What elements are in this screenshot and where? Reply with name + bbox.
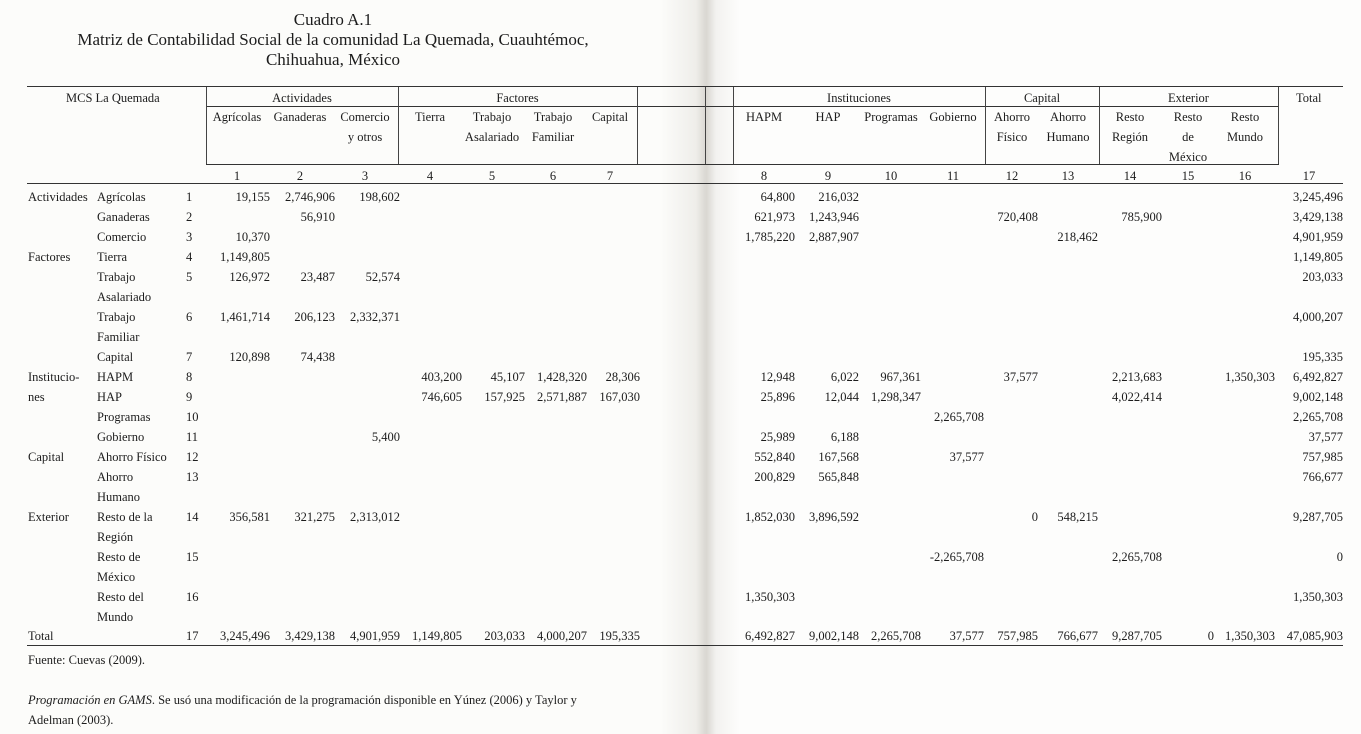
cell-r17-c3: 4,901,959 — [350, 629, 400, 643]
row-label-12: Ahorro Físico — [97, 450, 167, 464]
cell-r8-c8: 12,948 — [760, 370, 795, 384]
cell-r11-c8: 25,989 — [760, 430, 795, 444]
cell-r8-c17: 6,492,827 — [1293, 370, 1343, 384]
group-header-1: Factores — [496, 91, 539, 105]
row-number-15: 15 — [186, 550, 199, 564]
column-header-16-line0: Resto — [1230, 110, 1260, 124]
column-header-14-line0: Resto — [1115, 110, 1145, 124]
cell-r6-c17: 4,000,207 — [1293, 310, 1343, 324]
cell-r17-c9: 9,002,148 — [809, 629, 859, 643]
row-number-1: 1 — [186, 190, 193, 204]
row-group-9: nes — [28, 390, 45, 404]
cell-r6-c2: 206,123 — [294, 310, 335, 324]
cell-r9-c6: 2,571,887 — [537, 390, 587, 404]
cell-r17-c12: 757,985 — [997, 629, 1038, 643]
cell-r17-c2: 3,429,138 — [285, 629, 335, 643]
cell-r17-c16: 1,350,303 — [1225, 629, 1275, 643]
column-header-10-line0: Programas — [864, 110, 918, 124]
row-number-4: 4 — [186, 250, 193, 264]
column-number-2: 2 — [296, 169, 304, 183]
cell-r8-c6: 1,428,320 — [537, 370, 587, 384]
cell-r2-c2: 56,910 — [300, 210, 335, 224]
cell-r7-c2: 74,438 — [300, 350, 335, 364]
cell-r13-c9: 565,848 — [818, 470, 859, 484]
row-number-9: 9 — [186, 390, 193, 404]
cell-r8-c16: 1,350,303 — [1225, 370, 1275, 384]
column-number-12: 12 — [1005, 169, 1019, 183]
row-label-9: HAP — [97, 390, 123, 404]
group-header-0: Actividades — [272, 91, 332, 105]
cell-r8-c7: 28,306 — [605, 370, 640, 384]
row-group-17: Total — [28, 629, 54, 643]
row-group-14: Exterior — [28, 510, 69, 524]
cell-r3-c17: 4,901,959 — [1293, 230, 1343, 244]
cell-r1-c8: 64,800 — [760, 190, 795, 204]
column-header-13-line1: Humano — [1046, 130, 1090, 144]
cell-r3-c1: 10,370 — [235, 230, 270, 244]
cell-r2-c8: 621,973 — [754, 210, 795, 224]
column-header-3-line1: y otros — [347, 130, 383, 144]
cell-r3-c9: 2,887,907 — [809, 230, 859, 244]
cell-r15-c11: -2,265,708 — [929, 550, 984, 564]
row-group-4: Factores — [28, 250, 71, 264]
row-label2-15: México — [97, 570, 136, 584]
column-number-5: 5 — [488, 169, 496, 183]
cell-r10-c17: 2,265,708 — [1293, 410, 1343, 424]
row-label-4: Tierra — [97, 250, 128, 264]
row-label-13: Ahorro — [97, 470, 134, 484]
corner-label: MCS La Quemada — [66, 91, 160, 105]
column-number-9: 9 — [824, 169, 832, 183]
table-title-line2: Chihuahua, México — [265, 50, 401, 69]
cell-r9-c9: 12,044 — [824, 390, 859, 404]
cell-r11-c3: 5,400 — [371, 430, 400, 444]
programming-note-italic: Programación en GAMS — [28, 693, 152, 707]
row-label-10: Programas — [97, 410, 151, 424]
cell-r8-c12: 37,577 — [1003, 370, 1038, 384]
column-number-8: 8 — [760, 169, 768, 183]
cell-r1-c1: 19,155 — [235, 190, 270, 204]
programming-note-line2: Adelman (2003). — [28, 713, 114, 727]
row-number-13: 13 — [186, 470, 199, 484]
column-header-12-line0: Ahorro — [993, 110, 1031, 124]
cell-r2-c17: 3,429,138 — [1293, 210, 1343, 224]
cell-r14-c17: 9,287,705 — [1293, 510, 1343, 524]
column-header-3-line0: Comercio — [340, 110, 390, 124]
row-number-11: 11 — [186, 430, 199, 444]
cell-r14-c13: 548,215 — [1057, 510, 1098, 524]
cell-r16-c8: 1,350,303 — [745, 590, 795, 604]
column-number-15: 15 — [1181, 169, 1195, 183]
header-separator-6 — [1278, 87, 1279, 164]
row-group-8: Institucio- — [28, 370, 80, 384]
row-label-16: Resto del — [97, 590, 144, 604]
column-number-16: 16 — [1238, 169, 1252, 183]
row-label-5: Trabajo — [97, 270, 136, 284]
group-underline — [206, 106, 1279, 107]
row-label-1: Agrícolas — [97, 190, 146, 204]
cell-r15-c17: 0 — [1336, 550, 1343, 564]
row-number-14: 14 — [186, 510, 199, 524]
column-header-15-line1: de — [1182, 130, 1194, 144]
cell-r3-c13: 218,462 — [1057, 230, 1098, 244]
row-label2-13: Humano — [97, 490, 141, 504]
cell-r17-c6: 4,000,207 — [537, 629, 587, 643]
row-label-11: Gobierno — [97, 430, 145, 444]
column-header-2-line0: Ganaderas — [273, 110, 327, 124]
cell-r17-c5: 203,033 — [484, 629, 525, 643]
column-number-7: 7 — [606, 169, 614, 183]
cell-r17-c14: 9,287,705 — [1112, 629, 1162, 643]
cell-r17-c1: 3,245,496 — [220, 629, 270, 643]
cell-r14-c8: 1,852,030 — [745, 510, 795, 524]
cell-r6-c3: 2,332,371 — [350, 310, 400, 324]
column-header-1-line0: Agrícolas — [212, 110, 262, 124]
row-number-10: 10 — [186, 410, 199, 424]
cell-r8-c10: 967,361 — [880, 370, 921, 384]
cell-r13-c8: 200,829 — [754, 470, 795, 484]
column-number-11: 11 — [946, 169, 960, 183]
cell-r14-c3: 2,313,012 — [350, 510, 400, 524]
programming-note-text: . Se usó una modificación de la programación disponible en Yúnez (2006) y Taylor y — [151, 693, 577, 707]
column-number-17: 17 — [1302, 169, 1316, 183]
cell-r12-c11: 37,577 — [949, 450, 984, 464]
cell-r11-c9: 6,188 — [830, 430, 859, 444]
cell-r9-c10: 1,298,347 — [871, 390, 921, 404]
column-header-11-line0: Gobierno — [929, 110, 977, 124]
row-label-14: Resto de la — [97, 510, 153, 524]
table-bottom-rule — [27, 645, 1343, 646]
row-group-1: Actividades — [28, 190, 88, 204]
column-header-13-line0: Ahorro — [1049, 110, 1087, 124]
cell-r17-c17: 47,085,903 — [1286, 629, 1343, 643]
column-header-5-line0: Trabajo — [472, 110, 512, 124]
cell-r17-c4: 1,149,805 — [412, 629, 462, 643]
row-number-17: 17 — [186, 629, 199, 643]
row-label-3: Comercio — [97, 230, 147, 244]
header-separator-gutter — [705, 87, 706, 164]
column-number-3: 3 — [361, 169, 369, 183]
row-number-12: 12 — [186, 450, 199, 464]
row-label-6: Trabajo — [97, 310, 136, 324]
cell-r8-c9: 6,022 — [830, 370, 859, 384]
cell-r9-c17: 9,002,148 — [1293, 390, 1343, 404]
cell-r5-c1: 126,972 — [229, 270, 270, 284]
column-header-6-line1: Familiar — [531, 130, 575, 144]
cell-r1-c9: 216,032 — [818, 190, 859, 204]
programming-note — [28, 693, 577, 708]
cell-r11-c17: 37,577 — [1308, 430, 1343, 444]
row-label-7: Capital — [97, 350, 134, 364]
column-header-5-line1: Asalariado — [464, 130, 520, 144]
column-number-1: 1 — [233, 169, 241, 183]
column-header-9-line0: HAP — [815, 110, 841, 124]
cell-r17-c11: 37,577 — [949, 629, 984, 643]
column-header-16-line1: Mundo — [1226, 130, 1264, 144]
cell-r9-c4: 746,605 — [421, 390, 462, 404]
row-label2-16: Mundo — [97, 610, 134, 624]
row-number-6: 6 — [186, 310, 193, 324]
row-number-7: 7 — [186, 350, 193, 364]
cell-r17-c8: 6,492,827 — [745, 629, 795, 643]
cell-r17-c13: 766,677 — [1057, 629, 1098, 643]
cell-r9-c14: 4,022,414 — [1112, 390, 1162, 404]
cell-r14-c1: 356,581 — [229, 510, 270, 524]
row-label-2: Ganaderas — [97, 210, 150, 224]
cell-r12-c9: 167,568 — [818, 450, 859, 464]
cell-r5-c3: 52,574 — [365, 270, 400, 284]
cell-r7-c17: 195,335 — [1302, 350, 1343, 364]
column-header-12-line1: Físico — [996, 130, 1028, 144]
row-number-16: 16 — [186, 590, 199, 604]
header-separator-2 — [637, 87, 638, 164]
table-top-rule — [27, 86, 1343, 87]
cell-r2-c9: 1,243,946 — [809, 210, 859, 224]
cell-r10-c11: 2,265,708 — [934, 410, 984, 424]
column-number-14: 14 — [1123, 169, 1137, 183]
table-caption: Cuadro A.1 — [293, 10, 373, 29]
cell-r9-c5: 157,925 — [484, 390, 525, 404]
column-header-8-line0: HAPM — [745, 110, 783, 124]
cell-r8-c5: 45,107 — [490, 370, 525, 384]
column-header-7-line0: Capital — [591, 110, 629, 124]
row-label-15: Resto de — [97, 550, 141, 564]
row-number-8: 8 — [186, 370, 193, 384]
cell-r5-c17: 203,033 — [1302, 270, 1343, 284]
row-number-2: 2 — [186, 210, 193, 224]
row-label-8: HAPM — [97, 370, 134, 384]
column-number-13: 13 — [1061, 169, 1075, 183]
cell-r17-c15: 0 — [1207, 629, 1214, 643]
cell-r14-c9: 3,896,592 — [809, 510, 859, 524]
cell-r1-c17: 3,245,496 — [1293, 190, 1343, 204]
cell-r17-c10: 2,265,708 — [871, 629, 921, 643]
cell-r6-c1: 1,461,714 — [220, 310, 270, 324]
cell-r4-c1: 1,149,805 — [220, 250, 270, 264]
row-number-5: 5 — [186, 270, 193, 284]
cell-r2-c14: 785,900 — [1121, 210, 1162, 224]
book-gutter — [660, 0, 740, 734]
cell-r17-c7: 195,335 — [599, 629, 640, 643]
column-header-6-line0: Trabajo — [533, 110, 573, 124]
table-title: Matriz de Contabilidad Social de la comunidad La Quemada, Cuauhtémoc, — [77, 30, 589, 49]
cell-r12-c8: 552,840 — [754, 450, 795, 464]
row-number-3: 3 — [186, 230, 193, 244]
total-header: Total — [1296, 91, 1322, 105]
row-label2-6: Familiar — [97, 330, 140, 344]
column-header-15-line2: México — [1168, 150, 1208, 164]
cell-r2-c12: 720,408 — [997, 210, 1038, 224]
cell-r12-c17: 757,985 — [1302, 450, 1343, 464]
row-label2-14: Región — [97, 530, 134, 544]
column-number-4: 4 — [426, 169, 434, 183]
cell-r9-c7: 167,030 — [599, 390, 640, 404]
column-header-4-line0: Tierra — [414, 110, 446, 124]
row-label2-5: Asalariado — [97, 290, 152, 304]
cell-r1-c3: 198,602 — [359, 190, 400, 204]
cell-r4-c17: 1,149,805 — [1293, 250, 1343, 264]
cell-r9-c8: 25,896 — [760, 390, 795, 404]
source-note: Fuente: Cuevas (2009). — [28, 653, 145, 667]
cell-r1-c2: 2,746,906 — [285, 190, 335, 204]
cell-r14-c2: 321,275 — [294, 510, 335, 524]
cell-r13-c17: 766,677 — [1302, 470, 1343, 484]
column-header-14-line1: Región — [1111, 130, 1149, 144]
cell-r5-c2: 23,487 — [300, 270, 335, 284]
cell-r8-c4: 403,200 — [421, 370, 462, 384]
cell-r3-c8: 1,785,220 — [745, 230, 795, 244]
group-header-3: Capital — [1023, 91, 1061, 105]
cell-r7-c1: 120,898 — [229, 350, 270, 364]
row-group-12: Capital — [28, 450, 65, 464]
column-number-6: 6 — [549, 169, 557, 183]
cell-r14-c12: 0 — [1031, 510, 1038, 524]
cell-r15-c14: 2,265,708 — [1112, 550, 1162, 564]
group-header-2: Instituciones — [827, 91, 891, 105]
cell-r16-c17: 1,350,303 — [1293, 590, 1343, 604]
header-underline — [206, 164, 1279, 165]
group-header-4: Exterior — [1168, 91, 1209, 105]
cell-r8-c14: 2,213,683 — [1112, 370, 1162, 384]
column-header-15-line0: Resto — [1173, 110, 1203, 124]
column-number-10: 10 — [884, 169, 898, 183]
